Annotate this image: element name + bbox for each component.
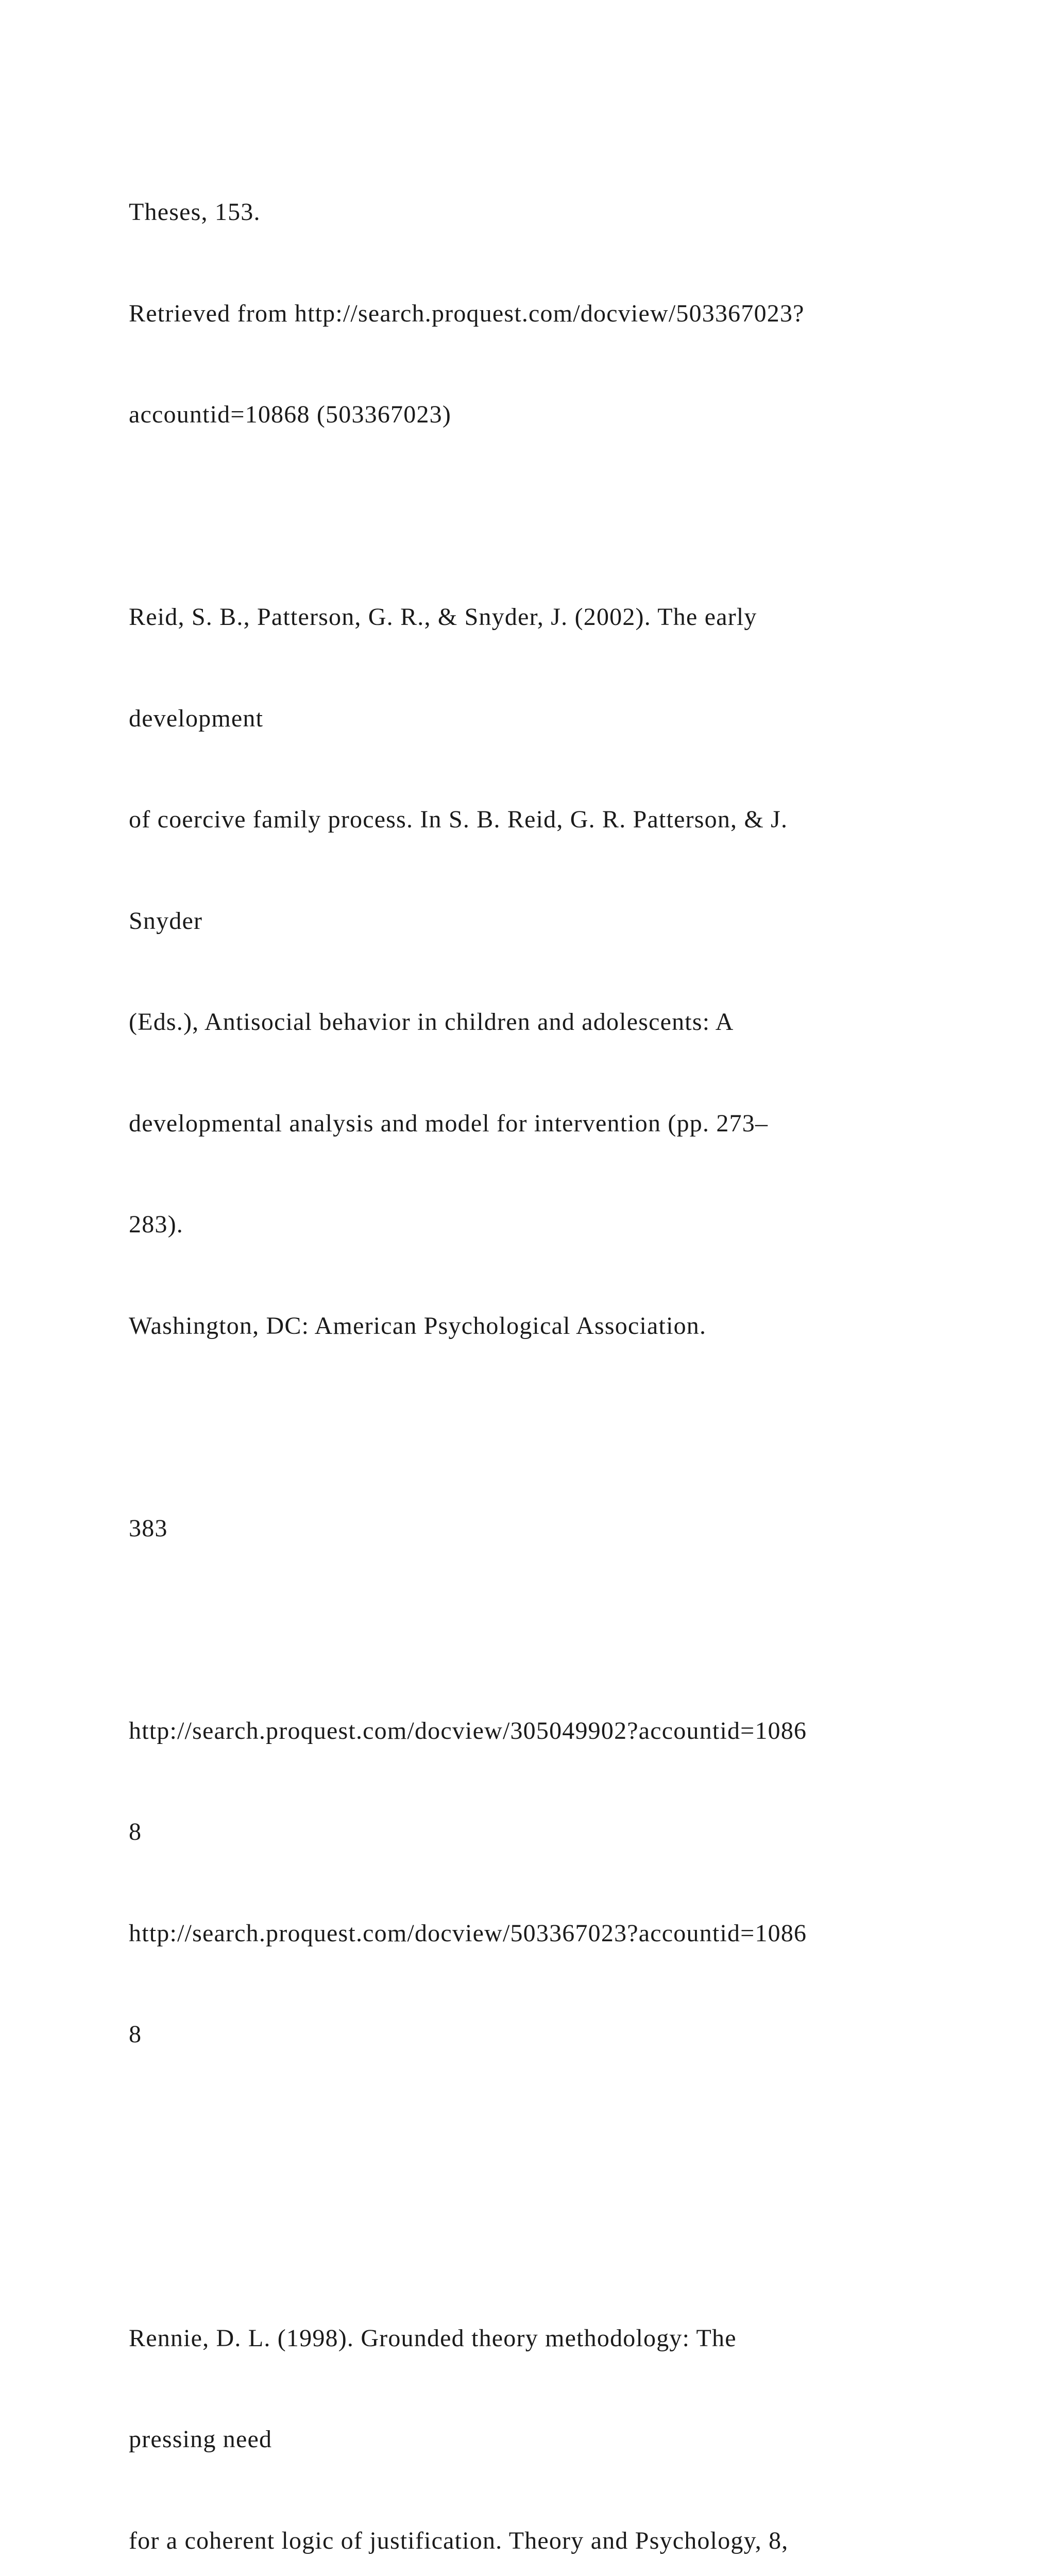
- url-line: 8: [129, 1818, 142, 1845]
- blank-line: [129, 2220, 1005, 2254]
- text-line: developmental analysis and model for intervention (pp. 273–: [129, 1109, 769, 1137]
- blank-line: [129, 499, 1005, 533]
- page-number: 383: [129, 1514, 168, 1542]
- text-line: Retrieved from http://search.proquest.com/docview/503367023?: [129, 299, 805, 327]
- reference-list: [129, 128, 1005, 2576]
- text-line: Washington, DC: American Psychological Association.: [129, 1312, 707, 1340]
- text-line: development: [129, 704, 264, 732]
- text-line: of coercive family process. In S. B. Reid, G. R. Patterson, & J.: [129, 806, 788, 833]
- text-line: pressing need: [129, 2426, 273, 2453]
- url-line: http://search.proquest.com/docview/503367023?accountid=1086: [129, 1919, 807, 1947]
- url-line: http://search.proquest.com/docview/305049902?accountid=1086: [129, 1717, 807, 1744]
- text-line: (Eds.), Antisocial behavior in children and adolescents: A: [129, 1008, 734, 1036]
- text-line: for a coherent logic of justification. Theory and Psychology, 8,: [129, 2527, 789, 2554]
- text-line: Reid, S. B., Patterson, G. R., & Snyder, J. (2002). The early: [129, 603, 757, 631]
- text-line: 283).: [129, 1211, 183, 1238]
- blank-line: [129, 1613, 1005, 1647]
- text-line: Snyder: [129, 907, 203, 935]
- text-line: Theses, 153.: [129, 198, 261, 226]
- blank-line: [129, 1410, 1005, 1444]
- url-line: 8: [129, 2021, 142, 2048]
- blank-line: [129, 2119, 1005, 2153]
- text-line: Rennie, D. L. (1998). Grounded theory methodology: The: [129, 2324, 737, 2352]
- text-line: accountid=10868 (503367023): [129, 401, 452, 428]
